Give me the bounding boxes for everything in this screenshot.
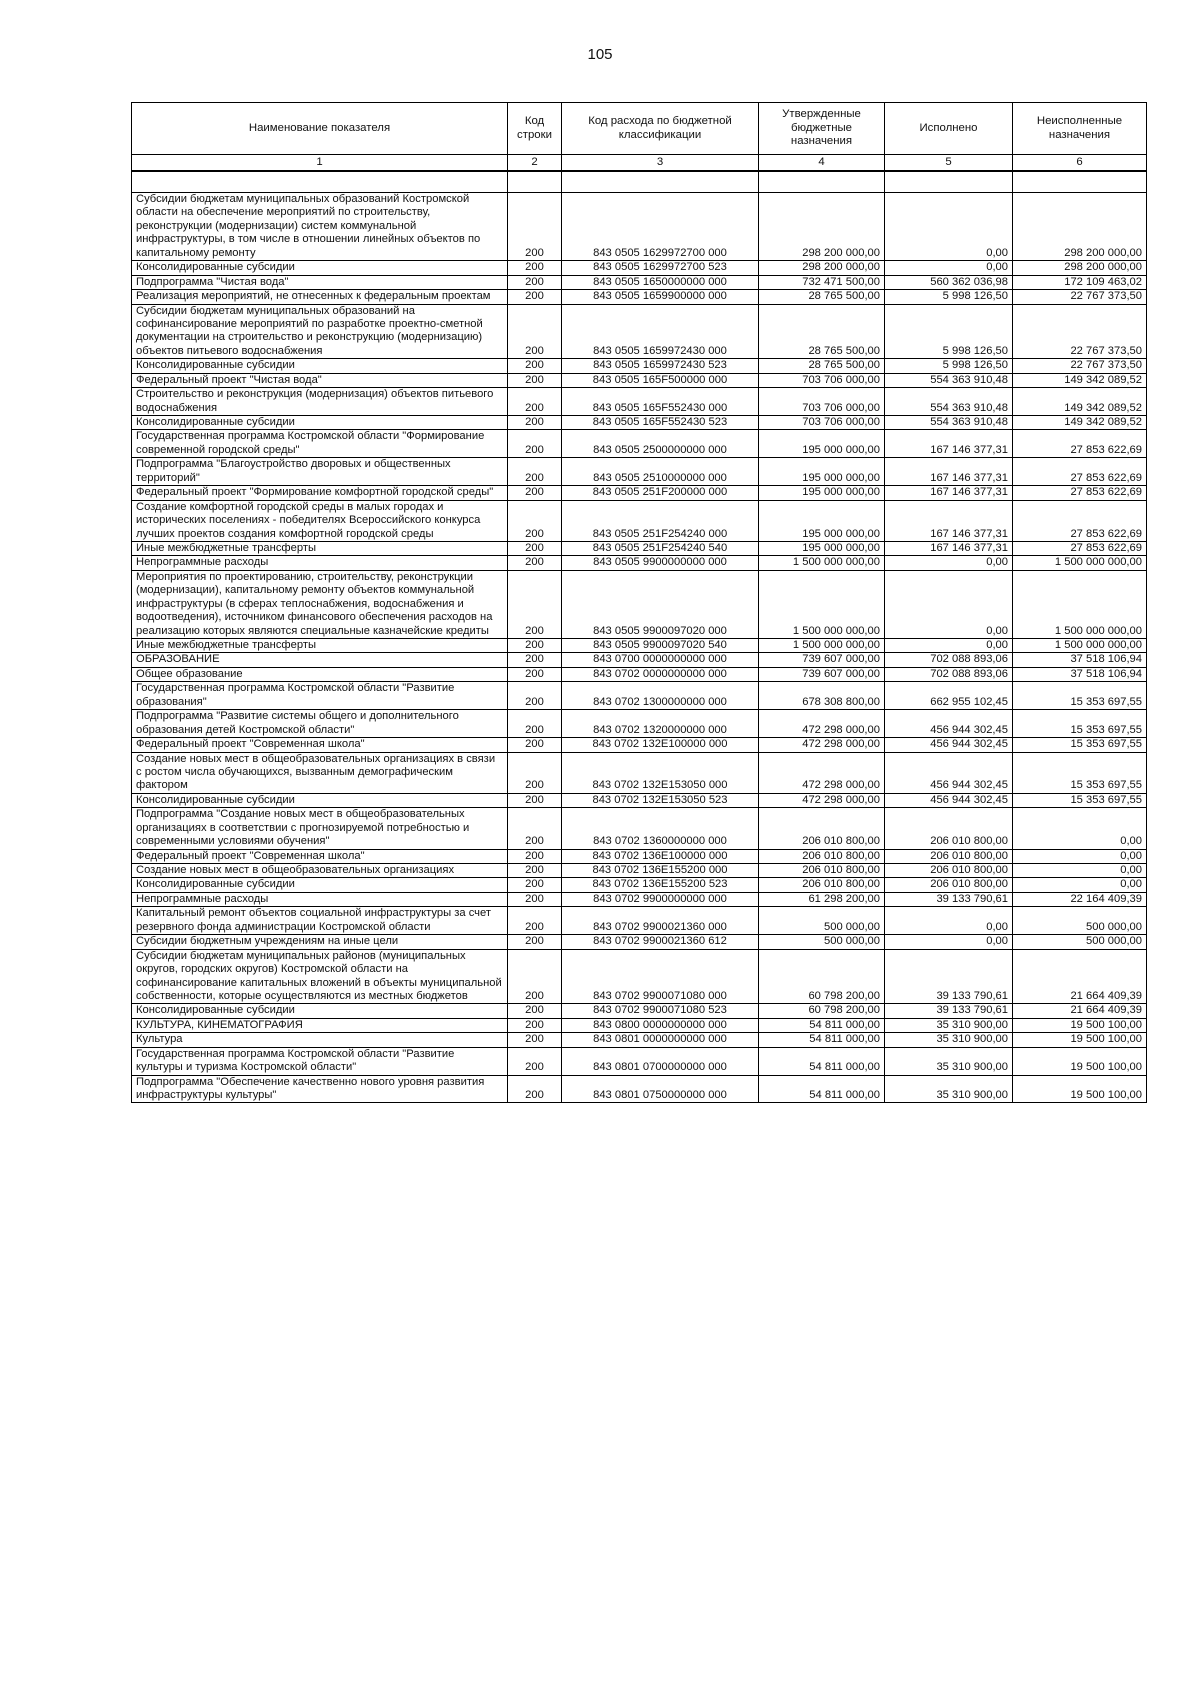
row-budget-code: 843 0505 165F552430 000	[562, 388, 759, 416]
table-row	[132, 892, 1147, 906]
column-number: 2	[508, 155, 562, 172]
table-row	[132, 738, 1147, 752]
row-unexecuted: 0,00	[1013, 878, 1147, 892]
row-unexecuted: 19 500 100,00	[1013, 1047, 1147, 1075]
row-executed: 35 310 900,00	[885, 1075, 1013, 1103]
row-approved: 732 471 500,00	[759, 275, 885, 289]
row-unexecuted: 27 853 622,69	[1013, 500, 1147, 541]
table-row	[132, 808, 1147, 849]
row-executed: 0,00	[885, 193, 1013, 261]
table-row	[132, 388, 1147, 416]
row-name: Капитальный ремонт объектов социальной инфраструктуры за счет резервного фонда администрации Костромской области	[132, 907, 508, 935]
table-row	[132, 541, 1147, 555]
row-budget-code: 843 0505 2510000000 000	[562, 458, 759, 486]
row-line-code: 200	[508, 907, 562, 935]
row-unexecuted: 22 767 373,50	[1013, 359, 1147, 373]
row-budget-code: 843 0702 1360000000 000	[562, 808, 759, 849]
row-line-code: 200	[508, 500, 562, 541]
row-name: Консолидированные субсидии	[132, 793, 508, 807]
row-unexecuted: 149 342 089,52	[1013, 416, 1147, 430]
row-line-code: 200	[508, 388, 562, 416]
row-approved: 195 000 000,00	[759, 486, 885, 500]
row-name: Создание новых мест в общеобразовательных организациях в связи с ростом числа обучающихся, вызванным демографическим фактором	[132, 752, 508, 793]
row-executed: 0,00	[885, 570, 1013, 638]
row-executed: 206 010 800,00	[885, 808, 1013, 849]
row-unexecuted: 172 109 463,02	[1013, 275, 1147, 289]
row-executed: 456 944 302,45	[885, 710, 1013, 738]
row-line-code: 200	[508, 1004, 562, 1018]
row-budget-code: 843 0702 132E100000 000	[562, 738, 759, 752]
row-unexecuted: 37 518 106,94	[1013, 653, 1147, 667]
row-budget-code: 843 0801 0750000000 000	[562, 1075, 759, 1103]
row-approved: 28 765 500,00	[759, 359, 885, 373]
table-row	[132, 752, 1147, 793]
row-executed: 5 998 126,50	[885, 359, 1013, 373]
row-unexecuted: 27 853 622,69	[1013, 430, 1147, 458]
row-name: Федеральный проект "Современная школа"	[132, 738, 508, 752]
row-executed: 554 363 910,48	[885, 416, 1013, 430]
table-row	[132, 570, 1147, 638]
header-unexecuted: Неисполненные назначения	[1013, 103, 1147, 155]
row-budget-code: 843 0702 9900021360 000	[562, 907, 759, 935]
row-unexecuted: 19 500 100,00	[1013, 1075, 1147, 1103]
row-budget-code: 843 0505 1659900000 000	[562, 290, 759, 304]
row-name: Иные межбюджетные трансферты	[132, 639, 508, 653]
budget-execution-table	[131, 102, 1147, 1103]
row-executed: 39 133 790,61	[885, 949, 1013, 1004]
row-budget-code: 843 0505 9900000000 000	[562, 556, 759, 570]
row-line-code: 200	[508, 290, 562, 304]
row-line-code: 200	[508, 261, 562, 275]
table-row	[132, 486, 1147, 500]
row-budget-code: 843 0702 1320000000 000	[562, 710, 759, 738]
table-row	[132, 430, 1147, 458]
row-name: Иные межбюджетные трансферты	[132, 541, 508, 555]
row-unexecuted: 37 518 106,94	[1013, 667, 1147, 681]
row-line-code: 200	[508, 1047, 562, 1075]
row-name: КУЛЬТУРА, КИНЕМАТОГРАФИЯ	[132, 1018, 508, 1032]
row-executed: 702 088 893,06	[885, 653, 1013, 667]
row-unexecuted: 15 353 697,55	[1013, 710, 1147, 738]
table-row	[132, 907, 1147, 935]
page-number: 105	[587, 46, 613, 63]
table-row	[132, 261, 1147, 275]
column-number: 5	[885, 155, 1013, 172]
row-budget-code: 843 0702 136E155200 523	[562, 878, 759, 892]
row-approved: 703 706 000,00	[759, 416, 885, 430]
row-approved: 703 706 000,00	[759, 373, 885, 387]
table-row	[132, 793, 1147, 807]
row-executed: 560 362 036,98	[885, 275, 1013, 289]
table-row	[132, 639, 1147, 653]
row-line-code: 200	[508, 653, 562, 667]
header-approved: Утвержденные бюджетные назначения	[759, 103, 885, 155]
row-unexecuted: 27 853 622,69	[1013, 486, 1147, 500]
row-name: Подпрограмма "Чистая вода"	[132, 275, 508, 289]
row-budget-code: 843 0505 1659972430 523	[562, 359, 759, 373]
row-approved: 739 607 000,00	[759, 653, 885, 667]
row-line-code: 200	[508, 570, 562, 638]
row-executed: 554 363 910,48	[885, 388, 1013, 416]
row-line-code: 200	[508, 541, 562, 555]
row-unexecuted: 27 853 622,69	[1013, 541, 1147, 555]
row-budget-code: 843 0702 9900000000 000	[562, 892, 759, 906]
table-row	[132, 710, 1147, 738]
row-name: Консолидированные субсидии	[132, 1004, 508, 1018]
table-row	[132, 935, 1147, 949]
table-row	[132, 1004, 1147, 1018]
row-executed: 206 010 800,00	[885, 864, 1013, 878]
row-executed: 0,00	[885, 261, 1013, 275]
row-name: Непрограммные расходы	[132, 892, 508, 906]
row-unexecuted: 298 200 000,00	[1013, 261, 1147, 275]
row-name: Создание комфортной городской среды в малых городах и исторических поселениях - победителях Всероссийского конкурса лучших проектов создания комфортной городской среды	[132, 500, 508, 541]
row-executed: 167 146 377,31	[885, 430, 1013, 458]
table-row	[132, 275, 1147, 289]
row-budget-code: 843 0702 9900021360 612	[562, 935, 759, 949]
row-line-code: 200	[508, 849, 562, 863]
row-name: Мероприятия по проектированию, строительству, реконструкции (модернизации), капитальному ремонту объектов коммунальной инфраструктуры (в сферах теплоснабжения, водоснабжения и водоотведения), источником финансового обеспечения расходов на реализацию которых являются специальные казначейские кредиты	[132, 570, 508, 638]
row-name: Федеральный проект "Чистая вода"	[132, 373, 508, 387]
row-line-code: 200	[508, 892, 562, 906]
row-budget-code: 843 0702 1300000000 000	[562, 682, 759, 710]
table-header-row	[132, 103, 1147, 155]
row-unexecuted: 21 664 409,39	[1013, 1004, 1147, 1018]
row-executed: 167 146 377,31	[885, 486, 1013, 500]
row-unexecuted: 500 000,00	[1013, 907, 1147, 935]
row-name: Федеральный проект "Формирование комфортной городской среды"	[132, 486, 508, 500]
row-line-code: 200	[508, 416, 562, 430]
row-name: Консолидированные субсидии	[132, 416, 508, 430]
row-name: Подпрограмма "Создание новых мест в общеобразовательных организациях в соответствии с прогнозируемой потребностью и современными условиями обучения"	[132, 808, 508, 849]
row-line-code: 200	[508, 738, 562, 752]
row-unexecuted: 0,00	[1013, 864, 1147, 878]
row-budget-code: 843 0505 2500000000 000	[562, 430, 759, 458]
row-approved: 195 000 000,00	[759, 541, 885, 555]
row-budget-code: 843 0505 165F500000 000	[562, 373, 759, 387]
row-name: Непрограммные расходы	[132, 556, 508, 570]
row-approved: 206 010 800,00	[759, 849, 885, 863]
row-approved: 206 010 800,00	[759, 864, 885, 878]
row-unexecuted: 22 164 409,39	[1013, 892, 1147, 906]
table-row	[132, 359, 1147, 373]
column-number-row	[132, 155, 1147, 172]
row-approved: 54 811 000,00	[759, 1047, 885, 1075]
column-number: 1	[132, 155, 508, 172]
row-unexecuted: 1 500 000 000,00	[1013, 639, 1147, 653]
row-approved: 60 798 200,00	[759, 949, 885, 1004]
row-budget-code: 843 0505 251F254240 540	[562, 541, 759, 555]
table-row	[132, 1018, 1147, 1032]
row-executed: 206 010 800,00	[885, 878, 1013, 892]
row-line-code: 200	[508, 275, 562, 289]
header-indicator-name: Наименование показателя	[132, 103, 508, 155]
row-name: ОБРАЗОВАНИЕ	[132, 653, 508, 667]
table-row	[132, 193, 1147, 261]
row-unexecuted: 22 767 373,50	[1013, 304, 1147, 359]
table-row	[132, 667, 1147, 681]
row-executed: 456 944 302,45	[885, 793, 1013, 807]
row-budget-code: 843 0700 0000000000 000	[562, 653, 759, 667]
row-budget-code: 843 0505 1659972430 000	[562, 304, 759, 359]
row-executed: 39 133 790,61	[885, 1004, 1013, 1018]
table-row	[132, 1047, 1147, 1075]
row-approved: 1 500 000 000,00	[759, 570, 885, 638]
row-approved: 703 706 000,00	[759, 388, 885, 416]
row-unexecuted: 0,00	[1013, 808, 1147, 849]
row-line-code: 200	[508, 949, 562, 1004]
row-unexecuted: 149 342 089,52	[1013, 373, 1147, 387]
row-approved: 61 298 200,00	[759, 892, 885, 906]
row-name: Субсидии бюджетным учреждениям на иные цели	[132, 935, 508, 949]
row-budget-code: 843 0801 0000000000 000	[562, 1033, 759, 1047]
table-row	[132, 864, 1147, 878]
row-approved: 54 811 000,00	[759, 1075, 885, 1103]
row-unexecuted: 21 664 409,39	[1013, 949, 1147, 1004]
row-line-code: 200	[508, 878, 562, 892]
row-executed: 702 088 893,06	[885, 667, 1013, 681]
row-approved: 60 798 200,00	[759, 1004, 885, 1018]
row-name: Создание новых мест в общеобразовательных организациях	[132, 864, 508, 878]
row-unexecuted: 19 500 100,00	[1013, 1018, 1147, 1032]
row-name: Консолидированные субсидии	[132, 359, 508, 373]
row-executed: 0,00	[885, 935, 1013, 949]
row-approved: 28 765 500,00	[759, 304, 885, 359]
row-approved: 298 200 000,00	[759, 193, 885, 261]
row-line-code: 200	[508, 1018, 562, 1032]
row-unexecuted: 15 353 697,55	[1013, 738, 1147, 752]
row-name: Государственная программа Костромской области "Развитие образования"	[132, 682, 508, 710]
row-line-code: 200	[508, 639, 562, 653]
row-executed: 167 146 377,31	[885, 500, 1013, 541]
row-approved: 298 200 000,00	[759, 261, 885, 275]
header-executed: Исполнено	[885, 103, 1013, 155]
row-budget-code: 843 0702 9900071080 000	[562, 949, 759, 1004]
column-number: 4	[759, 155, 885, 172]
row-budget-code: 843 0505 251F254240 000	[562, 500, 759, 541]
row-approved: 678 308 800,00	[759, 682, 885, 710]
table-row	[132, 500, 1147, 541]
row-line-code: 200	[508, 556, 562, 570]
row-unexecuted: 1 500 000 000,00	[1013, 570, 1147, 638]
table-row	[132, 373, 1147, 387]
row-name: Подпрограмма "Благоустройство дворовых и общественных территорий"	[132, 458, 508, 486]
row-name: Реализация мероприятий, не отнесенных к федеральным проектам	[132, 290, 508, 304]
row-line-code: 200	[508, 430, 562, 458]
table-row	[132, 682, 1147, 710]
row-executed: 35 310 900,00	[885, 1033, 1013, 1047]
row-line-code: 200	[508, 304, 562, 359]
row-unexecuted: 149 342 089,52	[1013, 388, 1147, 416]
row-budget-code: 843 0800 0000000000 000	[562, 1018, 759, 1032]
row-budget-code: 843 0702 136E155200 000	[562, 864, 759, 878]
table-row	[132, 416, 1147, 430]
column-number: 6	[1013, 155, 1147, 172]
row-executed: 167 146 377,31	[885, 541, 1013, 555]
row-unexecuted: 15 353 697,55	[1013, 793, 1147, 807]
row-approved: 472 298 000,00	[759, 752, 885, 793]
row-name: Подпрограмма "Развитие системы общего и дополнительного образования детей Костромской области"	[132, 710, 508, 738]
row-line-code: 200	[508, 793, 562, 807]
row-line-code: 200	[508, 682, 562, 710]
row-executed: 554 363 910,48	[885, 373, 1013, 387]
row-executed: 35 310 900,00	[885, 1018, 1013, 1032]
header-line-code: Код строки	[508, 103, 562, 155]
row-name: Субсидии бюджетам муниципальных районов (муниципальных округов, городских округов) Костромской области на софинансирование капитальных вложений в объекты муниципальной собственности, которые осуществляются из местных бюджетов	[132, 949, 508, 1004]
row-approved: 195 000 000,00	[759, 430, 885, 458]
row-line-code: 200	[508, 373, 562, 387]
row-unexecuted: 15 353 697,55	[1013, 752, 1147, 793]
row-budget-code: 843 0702 132E153050 000	[562, 752, 759, 793]
row-unexecuted: 15 353 697,55	[1013, 682, 1147, 710]
table-row	[132, 949, 1147, 1004]
row-line-code: 200	[508, 1033, 562, 1047]
spacer-row	[132, 171, 1147, 193]
table-row	[132, 1075, 1147, 1103]
row-approved: 500 000,00	[759, 907, 885, 935]
table-row	[132, 878, 1147, 892]
row-approved: 195 000 000,00	[759, 500, 885, 541]
row-line-code: 200	[508, 752, 562, 793]
row-executed: 39 133 790,61	[885, 892, 1013, 906]
table-row	[132, 1033, 1147, 1047]
row-unexecuted: 27 853 622,69	[1013, 458, 1147, 486]
row-approved: 54 811 000,00	[759, 1033, 885, 1047]
row-budget-code: 843 0505 1629972700 523	[562, 261, 759, 275]
row-unexecuted: 19 500 100,00	[1013, 1033, 1147, 1047]
row-approved: 1 500 000 000,00	[759, 556, 885, 570]
table-row	[132, 556, 1147, 570]
table-body	[132, 171, 1147, 1103]
row-executed: 35 310 900,00	[885, 1047, 1013, 1075]
row-executed: 5 998 126,50	[885, 304, 1013, 359]
row-name: Государственная программа Костромской области "Развитие культуры и туризма Костромской области"	[132, 1047, 508, 1075]
row-executed: 0,00	[885, 907, 1013, 935]
row-unexecuted: 1 500 000 000,00	[1013, 556, 1147, 570]
row-executed: 456 944 302,45	[885, 752, 1013, 793]
row-name: Федеральный проект "Современная школа"	[132, 849, 508, 863]
row-budget-code: 843 0505 9900097020 000	[562, 570, 759, 638]
row-executed: 167 146 377,31	[885, 458, 1013, 486]
row-budget-code: 843 0505 9900097020 540	[562, 639, 759, 653]
row-budget-code: 843 0801 0700000000 000	[562, 1047, 759, 1075]
row-line-code: 200	[508, 808, 562, 849]
table-row	[132, 290, 1147, 304]
row-budget-code: 843 0702 132E153050 523	[562, 793, 759, 807]
row-name: Субсидии бюджетам муниципальных образований на софинансирование мероприятий по разработке проектно-сметной документации на строительство и реконструкцию (модернизацию) объектов питьевого водоснабжения	[132, 304, 508, 359]
header-budget-code: Код расхода по бюджетной классификации	[562, 103, 759, 155]
row-approved: 28 765 500,00	[759, 290, 885, 304]
row-line-code: 200	[508, 935, 562, 949]
row-name: Субсидии бюджетам муниципальных образований Костромской области на обеспечение мероприятий по строительству, реконструкции (модернизации) систем коммунальной инфраструктуры, в том числе в отношении линейных объектов по капитальному ремонту	[132, 193, 508, 261]
row-approved: 54 811 000,00	[759, 1018, 885, 1032]
row-line-code: 200	[508, 193, 562, 261]
row-approved: 739 607 000,00	[759, 667, 885, 681]
row-executed: 5 998 126,50	[885, 290, 1013, 304]
row-line-code: 200	[508, 667, 562, 681]
row-line-code: 200	[508, 864, 562, 878]
table-row	[132, 849, 1147, 863]
row-approved: 195 000 000,00	[759, 458, 885, 486]
row-approved: 206 010 800,00	[759, 808, 885, 849]
row-executed: 456 944 302,45	[885, 738, 1013, 752]
row-unexecuted: 500 000,00	[1013, 935, 1147, 949]
table-row	[132, 458, 1147, 486]
row-approved: 1 500 000 000,00	[759, 639, 885, 653]
row-name: Консолидированные субсидии	[132, 878, 508, 892]
row-approved: 472 298 000,00	[759, 738, 885, 752]
row-budget-code: 843 0505 1650000000 000	[562, 275, 759, 289]
row-budget-code: 843 0702 0000000000 000	[562, 667, 759, 681]
row-budget-code: 843 0702 136E100000 000	[562, 849, 759, 863]
row-name: Подпрограмма "Обеспечение качественно нового уровня развития инфраструктуры культуры"	[132, 1075, 508, 1103]
row-line-code: 200	[508, 486, 562, 500]
row-executed: 206 010 800,00	[885, 849, 1013, 863]
row-executed: 662 955 102,45	[885, 682, 1013, 710]
row-line-code: 200	[508, 359, 562, 373]
row-budget-code: 843 0702 9900071080 523	[562, 1004, 759, 1018]
row-name: Строительство и реконструкция (модернизация) объектов питьевого водоснабжения	[132, 388, 508, 416]
row-approved: 472 298 000,00	[759, 710, 885, 738]
row-budget-code: 843 0505 165F552430 523	[562, 416, 759, 430]
row-budget-code: 843 0505 251F200000 000	[562, 486, 759, 500]
row-approved: 206 010 800,00	[759, 878, 885, 892]
row-name: Культура	[132, 1033, 508, 1047]
row-line-code: 200	[508, 1075, 562, 1103]
row-executed: 0,00	[885, 556, 1013, 570]
row-unexecuted: 0,00	[1013, 849, 1147, 863]
row-budget-code: 843 0505 1629972700 000	[562, 193, 759, 261]
row-name: Государственная программа Костромской области "Формирование современной городской среды"	[132, 430, 508, 458]
table-row	[132, 304, 1147, 359]
row-approved: 472 298 000,00	[759, 793, 885, 807]
row-unexecuted: 22 767 373,50	[1013, 290, 1147, 304]
column-number: 3	[562, 155, 759, 172]
row-name: Общее образование	[132, 667, 508, 681]
table-row	[132, 653, 1147, 667]
row-unexecuted: 298 200 000,00	[1013, 193, 1147, 261]
row-executed: 0,00	[885, 639, 1013, 653]
row-line-code: 200	[508, 710, 562, 738]
row-line-code: 200	[508, 458, 562, 486]
row-name: Консолидированные субсидии	[132, 261, 508, 275]
row-approved: 500 000,00	[759, 935, 885, 949]
